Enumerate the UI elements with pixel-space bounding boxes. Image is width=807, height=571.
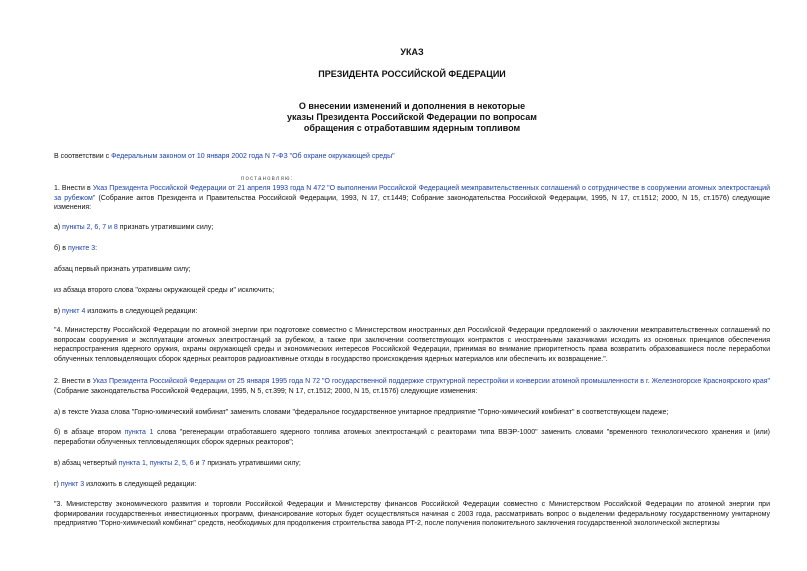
item-2d: г) пункт 3 изложить в следующей редакции: [54, 481, 197, 488]
decree-word: постановляю: [241, 176, 294, 182]
item-1: 1. Внести в Указ Президента Российской Федерации от 21 апреля 1993 года N 472 "О выполнении Российской Федерацией межправительственных соглашений о сотрудничестве в сооружении атомных электростанций за рубежом" (Собрание актов Президента и Правительства Российской Федерации, 1993, N 17, ст.1449; Собрание законодательства Российской Федерации, 1995, N 17, ст.1512; 2000, N 15, ст.1576) следующие изменения: [54, 185, 770, 211]
item-2d-quote: "3. Министерству экономического развития и торговли Российской Федерации и Министерству финансов Российской Федерации совместно с Министерством Российской Федерации по атомной энергии при формировании государственных инвестиционных программ, финансирование которых будет осуществляться начиная с 2003 года, рассматривать вопрос о выделении федеральному государственному унитарному предприятию "Горно-химический комбинат" средств, необходимых для продолжения строительства завода РТ-2, после получения положительного заключения государственной экологической экспертизы [54, 501, 770, 527]
decree-heading: УКАЗ [400, 47, 424, 57]
item-1c: в) пункт 4 изложить в следующей редакции: [54, 308, 198, 315]
point-4-link[interactable]: пункт 4 [62, 308, 86, 315]
item-2a: а) в тексте Указа слова "Горно-химический комбинат" заменить словами "федеральное государственное унитарное предприятие "Горно-химический комбинат" в соответствующем падеже; [54, 409, 669, 416]
item-2b: б) в абзаце втором пункта 1 слова "регенерации отработавшего ядерного топлива атомных электростанций с реакторами типа ВВЭР-1000" заменить словами "временного технологического хранения и (или) переработки облученных тепловыделяющих сборок ядерных реакторов"; [54, 429, 771, 446]
federal-law-link[interactable]: Федеральным законом от 10 января 2002 года N 7-ФЗ "Об охране окружающей среды" [111, 153, 395, 160]
item-1b-par2: из абзаца второго слова "охраны окружающей среды и" исключить; [54, 287, 275, 294]
decree-72-link[interactable]: Указ Президента Российской Федерации от 25 января 1995 года N 72 "О государственной поддержке структурной перестройки и конверсии атомной промышленности в г. Железногорске Красноярского края" [92, 378, 770, 385]
decree-472-link[interactable]: Указ Президента Российской Федерации от 21 апреля 1993 года N 472 "О выполнении Российской Федерацией межправительственных соглашений о сотрудничестве в сооружении атомных электростанций за рубежом" [54, 185, 770, 202]
decree-issuer: ПРЕЗИДЕНТА РОССИЙСКОЙ ФЕДЕРАЦИИ [318, 69, 506, 79]
point-3-link-2[interactable]: пункт 3 [60, 481, 85, 488]
point-1-link-2[interactable]: пункта 1 [118, 460, 146, 467]
item-1a: а) пункты 2, 6, 7 и 8 признать утратившими силу; [54, 224, 214, 231]
item-2c: в) абзац четвертый пункта 1, пункты 2, 5, 6 и 7 признать утратившими силу; [54, 460, 301, 467]
document-title-line-1: О внесении изменений и дополнения в некоторые [298, 101, 526, 111]
item-1c-quote: "4. Министерству Российской Федерации по атомной энергии при подготовке совместно с Министерством иностранных дел Российской Федерации предложений о заключении межправительственных соглашений по вопросам сооружения и эксплуатации атомных электростанций за рубежом, а также при заключении соответствующих контрактов с иностранными заказчиками исходить из основных принципов обеспечения нераспространения ядерного оружия, охраны окружающей среды и экономических интересов Российской Федерации, принимая во внимание приоритетность права возвратить образовавшиеся после переработки облученных тепловыделяющих сборок ядерных реакторов радиоактивные отходы в государство происхождения ядерных материалов или обеспечить их возвращение.". [54, 327, 770, 363]
item-1b-par1: абзац первый признать утратившим силу; [54, 266, 191, 273]
points-link[interactable]: пункты 2, 6, 7 и 8 [62, 224, 118, 231]
point-1-link[interactable]: пункта 1 [124, 429, 154, 436]
item-1b: б) в пункте 3: [54, 245, 98, 252]
points-2-5-6-link[interactable]: пункты 2, 5, 6 [149, 460, 194, 467]
document-title-line-3: обращения с отработавшим ядерным топливом [303, 123, 521, 133]
item-2: 2. Внести в Указ Президента Российской Федерации от 25 января 1995 года N 72 "О государственной поддержке структурной перестройки и конверсии атомной промышленности в г. Железногорске Красноярского края" (Собрание законодательства Российской Федерации, 1995, N 5, ст.399; N 17, ст.1512; 2000, N 15, ст.1576) следующие изменения: [54, 378, 770, 395]
preamble: В соответствии с Федеральным законом от 10 января 2002 года N 7-ФЗ "Об охране окружающей среды" [54, 153, 395, 160]
document-title-line-2: указы Президента Российской Федерации по вопросам [287, 112, 537, 122]
point-7-link[interactable]: 7 [201, 460, 206, 467]
point-3-link[interactable]: пункте 3 [67, 245, 96, 252]
document-title [54, 101, 770, 134]
